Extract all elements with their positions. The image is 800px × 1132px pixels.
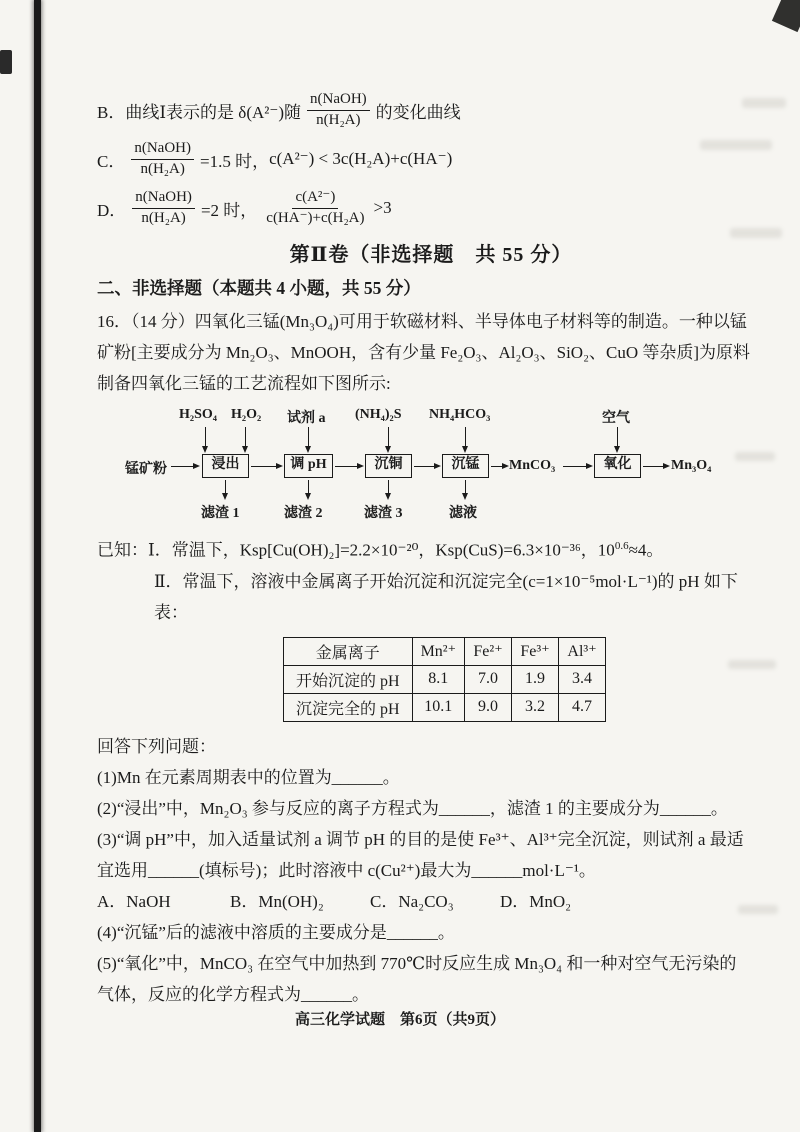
choice-c-label: C． [97,151,126,171]
fraction [132,188,195,228]
table-header-cell: Mn²⁺ [412,637,464,665]
flow-output-filtrate: 滤液 [449,506,477,521]
sub-question-3-options [97,886,765,917]
known-approx-text: ≈4。 [628,540,664,560]
choice-d-label: D． [97,200,127,220]
table-header-cell: 金属离子 [284,637,413,665]
choice-c [97,139,765,179]
fraction-numerator: n(NaOH) [132,188,195,209]
choice-d-mid-text: =2 时， [200,200,258,220]
table-cell: 10.1 [412,693,464,721]
table-cell: 3.2 [512,693,559,721]
arrow-right-icon [563,466,586,467]
sub-question-1: (1)Mn 在元素周期表中的位置为______。 [97,767,400,787]
process-flow-diagram [97,407,765,527]
flow-output-residue-2: 滤渣 2 [284,506,323,521]
table-header-cell: Fe³⁺ [512,637,559,665]
arrow-right-icon [171,466,193,467]
arrow-right-icon [643,466,663,467]
scan-artifact-top-left [0,50,12,74]
arrow-down-icon [388,480,389,493]
part-title: 二、非选择题（本题共 4 小题，共 55 分） [97,278,421,298]
fraction [307,90,370,130]
arrow-down-icon [617,427,618,446]
choice-d-post-text: >3 [373,198,392,217]
arrow-down-icon [308,427,309,446]
fraction-denominator: n(H₂A) [140,160,185,177]
arrow-down-icon [465,427,466,446]
flow-source-ore: 锰矿粉 [125,462,167,477]
flow-product-mnco3: MnCO₃ [509,458,556,473]
known-exponent: 0.6 [614,540,629,552]
arrow-down-icon [245,427,246,446]
fraction [131,139,194,179]
arrow-right-icon [251,466,276,467]
choice-b [97,90,765,130]
known-info-line-2: Ⅱ．常温下，溶液中金属离子开始沉淀和沉淀完全(c=1×10⁻⁵mol·L⁻¹)的 pH 如下表： [154,571,738,622]
flow-output-residue-3: 滤渣 3 [364,506,403,521]
choice-b-post-text: 的变化曲线 [375,102,461,122]
fraction-denominator: n(H₂A) [316,111,361,128]
fraction-numerator: n(NaOH) [131,139,194,160]
volume-title: 第Ⅱ卷（非选择题 共 55 分） [289,244,573,266]
ph-table [283,637,606,722]
table-cell: 3.4 [559,665,606,693]
flow-input-reagent-a: 试剂 a [287,411,326,426]
arrow-down-icon [465,480,466,493]
arrow-down-icon [225,480,226,493]
flow-input-h2so4: H₂SO₄ [179,407,217,422]
known-ksp-text: 已知：Ⅰ．常温下，Ksp[Cu(OH)₂]=2.2×10⁻²⁰，Ksp(CuS)=6.3×10⁻³⁶，10 [97,540,615,560]
scan-spine-line [34,0,41,1132]
flow-step-remove-cu: 沉铜 [365,454,412,478]
choice-c-post-text: c(A²⁻) < 3c(H₂A)+c(HA⁻) [269,149,453,168]
flow-output-residue-1: 滤渣 1 [201,506,240,521]
sub-question-2: (2)“浸出”中，Mn₂O₃ 参与反应的离子方程式为______，滤渣 1 的主要成分为______。 [97,798,728,818]
table-cell: 1.9 [512,665,559,693]
table-header-cell: Fe²⁺ [465,637,512,665]
flow-input-nh42s: (NH₄)₂S [355,407,402,422]
ph-table-header-row [284,637,606,665]
choice-c-mid-text: =1.5 时， [200,151,270,171]
choice-b-pre-text: 曲线Ⅰ表示的是 δ(A²⁻)随 [125,102,301,122]
scan-artifact-top-right [772,0,800,32]
arrow-down-icon [308,480,309,493]
answer-prompt: 回答下列问题： [97,736,216,756]
ph-table-row-begin [284,665,606,693]
table-cell: 沉淀完全的 pH [284,693,413,721]
fraction-denominator: c(HA⁻)+c(H₂A) [266,209,365,226]
choice-b-label: B． [97,102,126,122]
fraction-denominator: n(H₂A) [141,209,186,226]
sub-question-4: (4)“沉锰”后的滤液中溶质的主要成分是______。 [97,922,455,942]
flow-input-air: 空气 [602,411,630,426]
choice-d [97,188,765,228]
table-cell: 开始沉淀的 pH [284,665,413,693]
table-cell: 4.7 [559,693,606,721]
option-d: D．MnO₂ [500,891,572,911]
sub-question-3-line-2: 宜选用______(填标号)；此时溶液中 c(Cu²⁺)最大为______mol·L⁻¹。 [97,860,596,880]
arrow-right-icon [335,466,357,467]
option-b: B．Mn(OH)₂ [230,891,324,911]
question-16-intro-line-2: 矿粉[主要成分为 Mn₂O₃、MnOOH，含有少量 Fe₂O₃、Al₂O₃、SiO₂、CuO 等杂质]为原料 [97,343,751,362]
arrow-right-icon [414,466,434,467]
flow-step-precip-mn: 沉锰 [442,454,489,478]
page-footer: 高三化学试题 第6页（共9页） [294,1012,505,1028]
fraction-numerator: n(NaOH) [307,90,370,111]
flow-step-oxidize: 氧化 [594,454,641,478]
sub-question-5-line-1: (5)“氧化”中，MnCO₃ 在空气中加热到 770℃时反应生成 Mn₃O₄ 和一种对空气无污染的 [97,953,737,973]
fraction-numerator: c(A²⁻) [292,188,338,209]
arrow-down-icon [205,427,206,446]
arrow-down-icon [388,427,389,446]
flow-step-leach: 浸出 [202,454,249,478]
table-header-cell: Al³⁺ [559,637,606,665]
question-16-intro-line-3: 制备四氧化三锰的工艺流程如下图所示: [97,374,391,393]
flow-input-h2o2: H₂O₂ [231,407,262,422]
known-info-line-1 [97,531,765,566]
question-16-intro-line-1: 16．（14 分）四氧化三锰(Mn₃O₄)可用于软磁材料、半导体电子材料等的制造。一种以锰 [97,312,747,331]
flow-product-mn3o4: Mn₃O₄ [671,458,712,473]
sub-question-3-line-1: (3)“调 pH”中，加入适量试剂 a 调节 pH 的目的是使 Fe³⁺、Al³⁺完全沉淀，则试剂 a 最适 [97,829,744,849]
option-c: C．Na₂CO₃ [370,891,454,911]
table-cell: 9.0 [465,693,512,721]
fraction [263,188,367,228]
flow-input-nh4hco3: NH₄HCO₃ [429,407,491,422]
arrow-right-icon [491,466,502,467]
sub-question-5-line-2: 气体，反应的化学方程式为______。 [97,984,369,1004]
option-a: A．NaOH [97,891,171,911]
flow-step-adjust-ph: 调 pH [284,454,333,478]
table-cell: 8.1 [412,665,464,693]
ph-table-row-complete [284,693,606,721]
exam-content-column [97,0,765,1010]
table-cell: 7.0 [465,665,512,693]
